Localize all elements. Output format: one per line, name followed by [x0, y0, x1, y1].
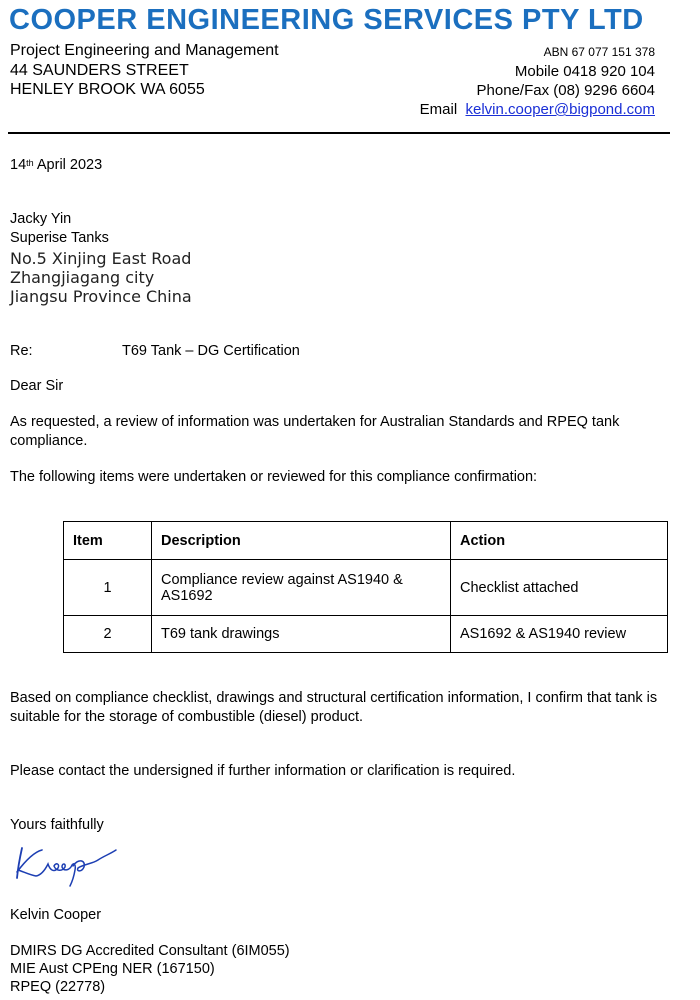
- header-rule: [8, 132, 670, 134]
- recipient-address-3: Jiangsu Province China: [10, 287, 192, 306]
- abn: ABN 67 077 151 378: [543, 45, 655, 59]
- header-action: Action: [451, 522, 668, 560]
- recipient-company: Superise Tanks: [10, 230, 109, 246]
- date-day: 14: [10, 157, 27, 173]
- company-tagline: Project Engineering and Management: [10, 42, 279, 59]
- paragraph-2: The following items were undertaken or reviewed for this compliance confirmation:: [10, 469, 538, 485]
- recipient-address-2: Zhangjiagang city: [10, 268, 155, 287]
- signatory-name: Kelvin Cooper: [10, 907, 102, 923]
- email-link[interactable]: kelvin.cooper@bigpond.com: [465, 101, 655, 118]
- street-address: 44 SAUNDERS STREET: [10, 62, 189, 79]
- row-action: AS1692 & AS1940 review: [451, 616, 668, 653]
- mobile: Mobile 0418 920 104: [514, 63, 655, 80]
- table-header-row: [64, 522, 668, 560]
- date-suffix: th: [26, 158, 34, 168]
- recipient-name: Jacky Yin: [10, 211, 72, 227]
- phone-fax: Phone/Fax (08) 9296 6604: [476, 82, 655, 99]
- closing: Yours faithfully: [10, 817, 104, 833]
- row-item: 1: [64, 560, 152, 616]
- paragraph-3: Based on compliance checklist, drawings and structural certification information, I confirm that tank is suitable for the storage of combustible (diesel) product.: [10, 690, 658, 725]
- row-action: Checklist attached: [451, 560, 668, 616]
- date-rest: April 2023: [33, 157, 103, 173]
- suburb-address: HENLEY BROOK WA 6055: [10, 81, 205, 98]
- salutation: Dear Sir: [10, 378, 64, 394]
- company-name: COOPER ENGINEERING SERVICES PTY LTD: [9, 4, 644, 36]
- paragraph-4: Please contact the undersigned if further information or clarification is required.: [10, 763, 516, 779]
- header-description: Description: [152, 522, 451, 560]
- signature-image: [12, 842, 122, 892]
- signatory-credential-3: RPEQ (22778): [10, 979, 106, 995]
- signatory-credential-2: MIE Aust CPEng NER (167150): [10, 961, 215, 977]
- row-description: T69 tank drawings: [152, 616, 451, 653]
- re-label: Re:: [10, 343, 33, 359]
- row-description: Compliance review against AS1940 & AS1692: [152, 560, 451, 616]
- table-row: [64, 616, 668, 653]
- header-item: Item: [64, 522, 152, 560]
- re-subject: T69 Tank – DG Certification: [122, 343, 300, 359]
- recipient-address-1: No.5 Xinjing East Road: [10, 249, 192, 268]
- email-label: Email: [419, 101, 458, 118]
- compliance-table: [63, 521, 668, 653]
- signatory-credential-1: DMIRS DG Accredited Consultant (6IM055): [10, 943, 290, 959]
- paragraph-1: As requested, a review of information was undertaken for Australian Standards and RPEQ tank compliance.: [10, 414, 620, 449]
- table-row: [64, 560, 668, 616]
- letter-date: [10, 156, 102, 175]
- email-line: [420, 101, 655, 118]
- row-item: 2: [64, 616, 152, 653]
